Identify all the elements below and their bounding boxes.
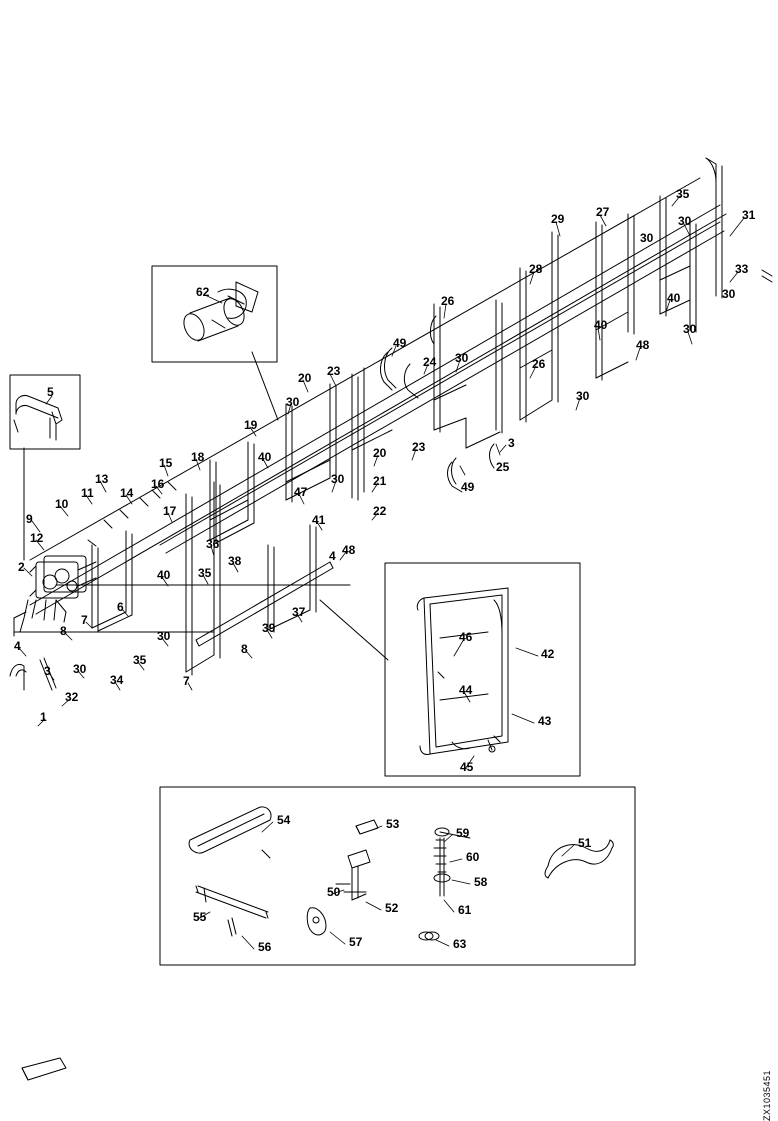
callout-number: 4 (14, 639, 21, 653)
callout-number: 42 (541, 647, 555, 661)
callout-number: 8 (241, 642, 248, 656)
detail-42-art (417, 588, 508, 755)
callout-number: 10 (55, 497, 69, 511)
callout-number: 30 (286, 395, 300, 409)
callout-number: 35 (133, 653, 147, 667)
hardware-detail-art (189, 807, 613, 940)
callout-number: 16 (151, 477, 165, 491)
callout-number: 30 (331, 472, 345, 486)
callout-number: 30 (157, 629, 171, 643)
callout-number: 9 (26, 512, 33, 526)
callout-number: 31 (742, 208, 756, 222)
callout-number: 49 (393, 336, 407, 350)
sheet-code: ZX1035451 (762, 1070, 772, 1121)
callout-number: 39 (262, 621, 276, 635)
callout-number: 44 (459, 683, 473, 697)
callout-number: 51 (578, 836, 592, 850)
callout-number: 37 (292, 605, 306, 619)
callout-number: 4 (329, 549, 336, 563)
hook-parts (381, 158, 772, 492)
callout-number: 34 (110, 673, 124, 687)
callout-number: 18 (191, 450, 205, 464)
callout-number: 62 (196, 285, 210, 299)
callout-number: 40 (594, 318, 608, 332)
callout-number: 30 (722, 287, 736, 301)
callout-number: 63 (453, 937, 467, 951)
main-frame-rails (14, 178, 726, 635)
callout-number: 48 (636, 338, 650, 352)
callout-number: 60 (466, 850, 480, 864)
callout-number: 3 (44, 664, 51, 678)
callout-number: 30 (640, 231, 654, 245)
callout-number: 29 (551, 212, 565, 226)
callout-number: 17 (163, 504, 177, 518)
callout-number: 54 (277, 813, 291, 827)
callout-number: 8 (60, 624, 67, 638)
callout-number: 33 (735, 262, 749, 276)
callout-number: 20 (298, 371, 312, 385)
detail-5-art (14, 395, 62, 440)
callout-number: 35 (198, 566, 212, 580)
callout-number: 12 (30, 531, 44, 545)
callout-number: 55 (193, 910, 207, 924)
callout-number: 30 (73, 662, 87, 676)
callout-number: 59 (456, 826, 470, 840)
detail-62-art (180, 282, 258, 343)
callout-number: 30 (576, 389, 590, 403)
callout-number: 22 (373, 504, 387, 518)
drive-cluster (10, 482, 176, 690)
bottom-wedge-icon (22, 1058, 66, 1080)
callout-number: 41 (312, 513, 326, 527)
callout-number: 61 (458, 903, 472, 917)
callout-number: 30 (455, 351, 469, 365)
callout-number: 52 (385, 901, 399, 915)
callout-number: 50 (327, 885, 341, 899)
callout-number: 21 (373, 474, 387, 488)
callout-number: 13 (95, 472, 109, 486)
callout-number: 11 (81, 486, 94, 500)
callout-number: 26 (441, 294, 455, 308)
callout-number: 15 (159, 456, 173, 470)
callout-number: 27 (596, 205, 610, 219)
callout-number: 24 (423, 355, 437, 369)
callout-number: 5 (47, 385, 54, 399)
callout-number: 28 (529, 262, 543, 276)
callout-number: 7 (81, 613, 88, 627)
callout-number: 56 (258, 940, 272, 954)
callout-number: 36 (206, 537, 220, 551)
callout-number: 57 (349, 935, 363, 949)
callout-number: 32 (65, 690, 79, 704)
callout-number: 25 (496, 460, 510, 474)
callout-number: 19 (244, 418, 258, 432)
callout-number: 6 (117, 600, 124, 614)
callout-number: 23 (412, 440, 426, 454)
callout-number: 26 (532, 357, 546, 371)
callout-number: 45 (460, 760, 474, 774)
callout-number: 46 (459, 630, 473, 644)
callout-number: 30 (683, 322, 697, 336)
callout-number: 3 (508, 436, 515, 450)
callout-number: 38 (228, 554, 242, 568)
callout-number: 14 (120, 486, 134, 500)
callout-number: 23 (327, 364, 341, 378)
callout-number: 7 (183, 674, 190, 688)
callout-number: 40 (157, 568, 171, 582)
callout-number: 47 (294, 485, 308, 499)
callout-number: 58 (474, 875, 488, 889)
callout-number: 48 (342, 543, 356, 557)
frame-uprights (92, 158, 722, 675)
callout-number: 2 (18, 560, 25, 574)
callout-number: 43 (538, 714, 552, 728)
callout-number: 35 (676, 187, 690, 201)
callout-number: 53 (386, 817, 400, 831)
callout-number: 40 (258, 450, 272, 464)
callout-number: 30 (678, 214, 692, 228)
callout-number: 20 (373, 446, 387, 460)
callout-number: 1 (40, 710, 47, 724)
callout-number: 49 (461, 480, 475, 494)
callout-number: 40 (667, 291, 681, 305)
